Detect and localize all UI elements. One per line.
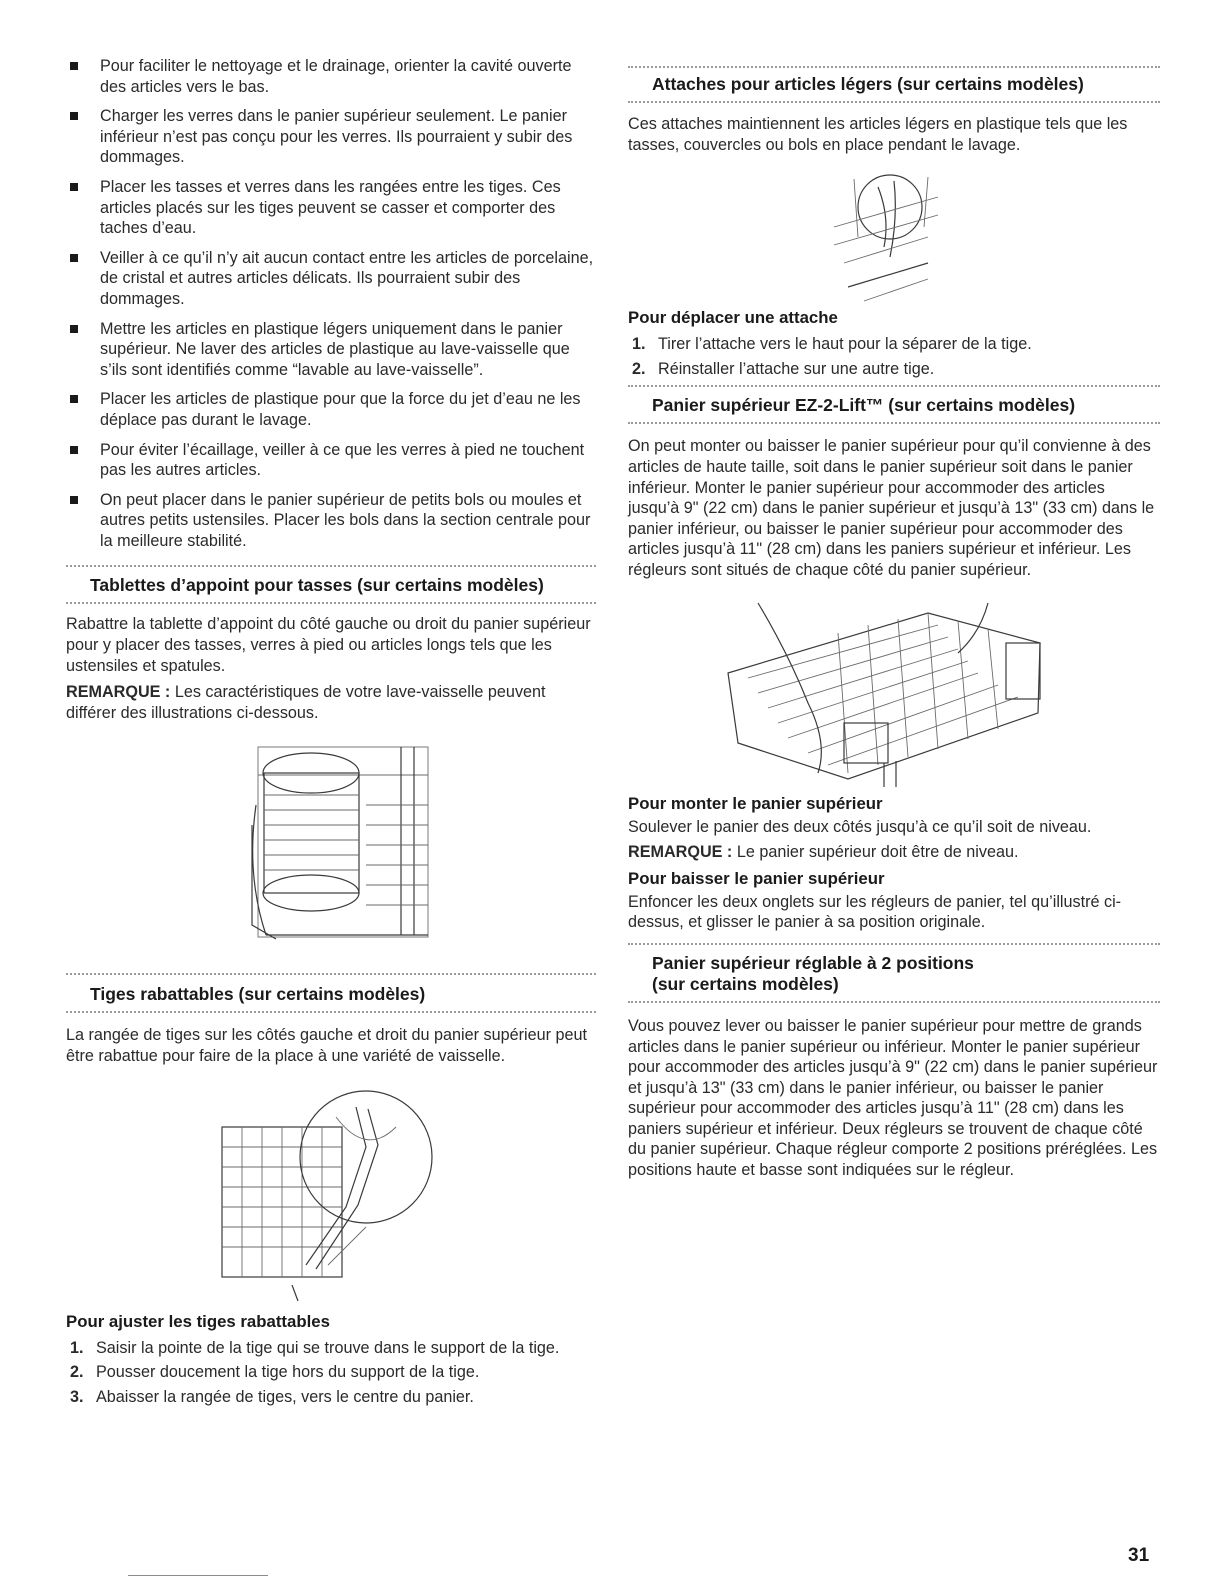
ez-lift-body: On peut monter ou baisser le panier supérieur pour qu’il convienne à des articles de haute taille, soit dans le panier supérieur soit dans le panier inférieur. Monter le panier supérieur pour accommoder des articles jusqu’à 9" (22 cm) dans le panier supérieur et jusqu’à 13" (33 cm) dans le panier inférieur, ou baisser le panier supérieur pour accommoder des articles jusqu’à 11" (28 cm) dans les paniers supérieur et inférieur. Les régleurs sont situés de chaque côté du panier supérieur. (628, 437, 1155, 579)
fold-tines-body: La rangée de tiges sur les côtés gauche et droit du panier supérieur peut être rabattue pour faire de la place à une variété de vaisselle. (66, 1026, 588, 1066)
note-label: REMARQUE : (66, 683, 171, 702)
bullet-square-icon (70, 395, 78, 403)
section-title: Tablettes d’appoint pour tasses (sur certains modèles) (90, 575, 544, 596)
list-item: Charger les verres dans le panier supérieur seulement. Le panier inférieur n’est pas conçu pour les verres. Ils pourraient y subir des dommages. (66, 106, 596, 168)
list-item: Veiller à ce qu’il n’y ait aucun contact entre les articles de porcelaine, de cristal et autres articles délicats. Ils pourraient subir des dommages. (66, 248, 596, 310)
note-text: Les caractéristiques de votre lave-vaisselle peuvent différer des illustrations ci-dessous. (66, 683, 546, 722)
bullet-square-icon (70, 62, 78, 70)
list-item (66, 1387, 596, 1408)
right-column (628, 56, 1160, 1181)
bullet-square-icon (70, 112, 78, 120)
list-item (66, 1338, 596, 1359)
section-title: Panier supérieur EZ-2-Lift™ (sur certains modèles) (652, 395, 1076, 416)
step-text: Pousser doucement la tige hors du support de la tige. (96, 1363, 480, 1382)
clip-illustration (628, 167, 1160, 303)
raise-basket-title: Pour monter le panier supérieur (628, 793, 883, 813)
lower-basket-text: Enfoncer les deux onglets sur les régleurs de panier, tel qu’illustré ci-dessus, et glisser le panier à sa position originale. (628, 892, 1122, 932)
fold-tines-heading (66, 973, 596, 1013)
bullet-square-icon (70, 183, 78, 191)
adjust-tines-title: Pour ajuster les tiges rabattables (66, 1311, 330, 1331)
section-title: Attaches pour articles légers (sur certains modèles) (652, 74, 1084, 94)
footer-rule (128, 1575, 268, 1576)
cup-shelf-note (66, 682, 596, 723)
bullet-square-icon (70, 325, 78, 333)
move-clip-steps (628, 334, 1160, 379)
step-text: Saisir la pointe de la tige qui se trouve dans le support de la tige. (96, 1338, 560, 1357)
dotted-rule (66, 602, 596, 604)
section-title-line: (sur certains modèles) (652, 973, 839, 994)
two-position-body: Vous pouvez lever ou baisser le panier supérieur pour mettre de grands articles dans le panier supérieur ou inférieur. Monter le panier supérieur pour accommoder des articles jusqu’à 9" (22 cm) dans le panier supérieur et jusqu’à 13" (33 cm) dans le panier inférieur, ou baisser le panier supérieur pour accommoder des articles jusqu’à 11" (28 cm) dans les paniers supérieur et inférieur. Deux régleurs se trouvent de chaque côté du panier supérieur. Chaque régleur comporte 2 positions préréglées. Les positions haute et basse sont indiquées sur le régleur. (628, 1016, 1158, 1180)
list-item (628, 359, 1160, 380)
list-item: Pour éviter l’écaillage, veiller à ce que les verres à pied ne touchent pas les autres articles. (66, 440, 596, 481)
list-item: Mettre les articles en plastique légers uniquement dans le panier supérieur. Ne laver des articles de plastique au lave-vaisselle que s’ils sont identifiés comme “lavable au lave-vaisselle”. (66, 319, 596, 381)
list-item: Placer les articles de plastique pour que la force du jet d’eau ne les déplace pas durant le lavage. (66, 389, 596, 430)
step-number: 1. (632, 335, 646, 354)
bullet-square-icon (70, 254, 78, 262)
dotted-rule (66, 1011, 596, 1013)
clips-heading (628, 66, 1160, 103)
cup-shelf-heading (66, 565, 596, 604)
clips-body: Ces attaches maintiennent les articles légers en plastique tels que les tasses, couvercles ou bols en place pendant le lavage. (628, 115, 1128, 154)
section-title: Tiges rabattables (sur certains modèles) (90, 984, 426, 1005)
bullet-square-icon (70, 496, 78, 504)
adjust-tines-steps (66, 1338, 596, 1408)
note-label: REMARQUE : (628, 843, 733, 862)
step-text: Réinstaller l’attache sur une autre tige. (658, 359, 935, 378)
cup-shelf-illustration (66, 735, 596, 951)
step-number: 3. (70, 1387, 84, 1406)
move-clip-title: Pour déplacer une attache (628, 308, 838, 328)
list-item: Pour faciliter le nettoyage et le drainage, orienter la cavité ouverte des articles vers le bas. (66, 56, 596, 97)
ez-lift-note (628, 842, 1160, 863)
list-item (66, 1362, 596, 1383)
raise-basket-text: Soulever le panier des deux côtés jusqu’à ce qu’il soit de niveau. (628, 817, 1092, 836)
ez-lift-basket-illustration (628, 593, 1160, 789)
ez-lift-heading (628, 385, 1160, 424)
step-text: Abaisser la rangée de tiges, vers le centre du panier. (96, 1387, 474, 1406)
step-number: 2. (632, 359, 646, 378)
dotted-rule (628, 422, 1160, 424)
fold-tines-illustration (66, 1087, 596, 1301)
list-item: On peut placer dans le panier supérieur de petits bols ou moules et autres petits ustensiles. Placer les bols dans la section centrale pour la meilleure stabilité. (66, 490, 596, 552)
list-item: Placer les tasses et verres dans les rangées entre les tiges. Ces articles placés sur les tiges peuvent se casser et comporter des taches d’eau. (66, 177, 596, 239)
step-text: Tirer l’attache vers le haut pour la séparer de la tige. (658, 335, 1032, 354)
lower-basket-title: Pour baisser le panier supérieur (628, 868, 885, 888)
cup-shelf-body: Rabattre la tablette d’appoint du côté gauche ou droit du panier supérieur pour y placer des tasses, verres à pied ou articles longs tels que les ustensiles et spatules. (66, 615, 591, 675)
two-position-heading (628, 943, 1160, 1003)
left-column (66, 56, 596, 1411)
bullet-square-icon (70, 446, 78, 454)
loading-tips-list (66, 56, 596, 551)
dotted-rule (628, 1001, 1160, 1003)
dotted-rule (628, 101, 1160, 103)
note-text: Le panier supérieur doit être de niveau. (736, 843, 1019, 862)
section-title-line: Panier supérieur réglable à 2 positions (652, 952, 974, 973)
step-number: 1. (70, 1338, 84, 1357)
section-title (628, 945, 1160, 1001)
page-number: 31 (1128, 1545, 1150, 1566)
list-item (628, 334, 1160, 355)
step-number: 2. (70, 1363, 84, 1382)
